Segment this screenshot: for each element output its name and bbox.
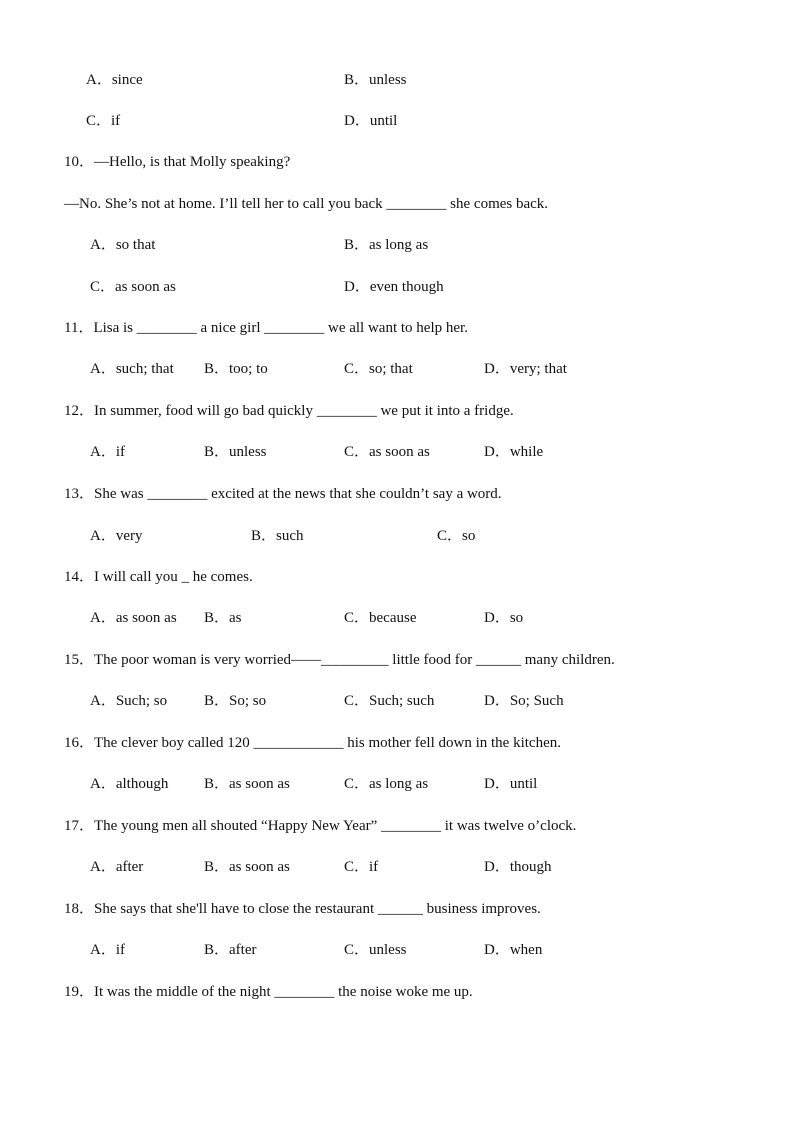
q13-option-c: C．so (437, 528, 476, 544)
q14-option-a: A．as soon as (90, 610, 177, 626)
q15-option-c: C．Such; such (344, 693, 435, 709)
q16-text: 16．The clever boy called 120 ____________ his mother fell down in the kitchen. (64, 735, 561, 751)
q14-text: 14．I will call you _ he comes. (64, 569, 253, 585)
q11-option-b: B．too; to (204, 361, 268, 377)
q10-line1: 10．—Hello, is that Molly speaking? (64, 154, 291, 170)
q11-option-c: C．so; that (344, 361, 413, 377)
q12-option-c: C．as soon as (344, 444, 430, 460)
q16-option-a: A．although (90, 776, 169, 792)
q16-option-d: D．until (484, 776, 538, 792)
q14-option-d: D．so (484, 610, 524, 626)
q15-option-b: B．So; so (204, 693, 267, 709)
q13-text: 13．She was ________ excited at the news that she couldn’t say a word. (64, 486, 502, 502)
q9-option-a: A．since (86, 72, 143, 88)
q17-option-c: C．if (344, 859, 379, 875)
q12-text: 12．In summer, food will go bad quickly ________ we put it into a fridge. (64, 403, 514, 419)
q18-option-a: A．if (90, 942, 125, 958)
q17-option-a: A．after (90, 859, 144, 875)
q13-option-b: B．such (251, 528, 304, 544)
q9-option-d: D．until (344, 113, 398, 129)
q9-option-b: B．unless (344, 72, 407, 88)
q10-line2: —No. She’s not at home. I’ll tell her to call you back ________ she comes back. (64, 196, 549, 212)
q13-option-a: A．very (90, 528, 143, 544)
q10-option-b: B．as long as (344, 237, 429, 253)
q10-option-d: D．even though (344, 279, 444, 295)
q12-option-d: D．while (484, 444, 544, 460)
q15-option-d: D．So; Such (484, 693, 564, 709)
q14-option-b: B．as (204, 610, 242, 626)
q17-text: 17．The young men all shouted “Happy New Year” ________ it was twelve o’clock. (64, 818, 577, 834)
q18-option-d: D．when (484, 942, 543, 958)
q11-text: 11．Lisa is ________ a nice girl ________ we all want to help her. (64, 320, 468, 336)
q10-option-a: A．so that (90, 237, 156, 253)
q17-option-d: D．though (484, 859, 552, 875)
q9-option-c: C．if (86, 113, 121, 129)
q11-option-d: D．very; that (484, 361, 567, 377)
q18-option-b: B．after (204, 942, 257, 958)
q16-option-b: B．as soon as (204, 776, 290, 792)
q12-option-b: B．unless (204, 444, 267, 460)
q18-text: 18．She says that she'll have to close the restaurant ______ business improves. (64, 901, 541, 917)
q15-option-a: A．Such; so (90, 693, 168, 709)
q18-option-c: C．unless (344, 942, 407, 958)
q16-option-c: C．as long as (344, 776, 429, 792)
q17-option-b: B．as soon as (204, 859, 290, 875)
q12-option-a: A．if (90, 444, 125, 460)
q14-option-c: C．because (344, 610, 417, 626)
q11-option-a: A．such; that (90, 361, 174, 377)
q10-option-c: C．as soon as (90, 279, 176, 295)
q15-text: 15．The poor woman is very worried——_________ little food for ______ many children. (64, 652, 615, 668)
q19-text: 19．It was the middle of the night ________ the noise woke me up. (64, 984, 473, 1000)
